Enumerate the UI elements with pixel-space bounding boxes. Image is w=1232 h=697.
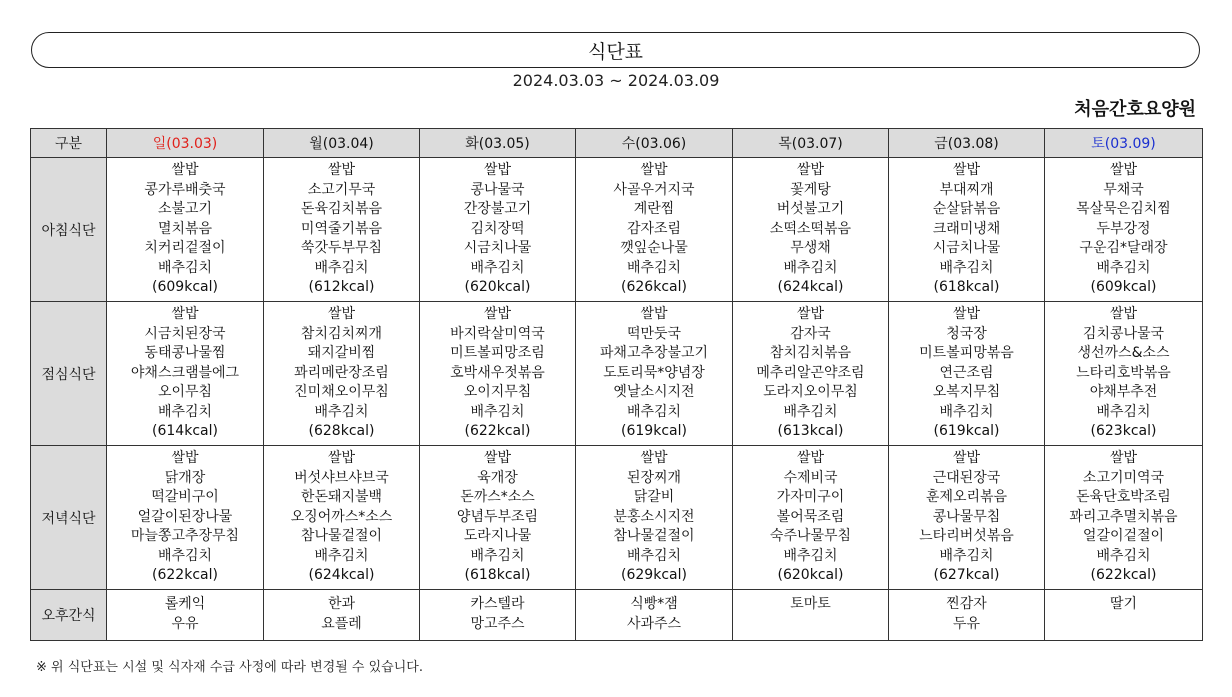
menu-item: 한돈돼지불백: [300, 489, 383, 506]
menu-item: 참치김치볶음: [769, 345, 852, 362]
menu-item: 배추김치: [626, 403, 682, 420]
menu-item: 망고주스: [470, 615, 525, 632]
menu-item: 얼갈이된장나물: [137, 508, 233, 525]
menu-item: 미역줄기볶음: [300, 220, 383, 237]
menu-item: (618kcal): [933, 279, 1000, 296]
menu-item: 콩나물무침: [932, 508, 1001, 525]
menu-item: 한과: [327, 596, 356, 612]
menu-item: 배추김치: [1096, 403, 1151, 420]
menu-item: (618kcal): [464, 567, 531, 584]
menu-cell: [264, 446, 420, 590]
menu-item: 쌀밥: [640, 306, 668, 323]
menu-item: (624kcal): [777, 279, 844, 296]
menu-item: 배추김치: [157, 403, 213, 420]
menu-item: 동태콩나물찜: [144, 345, 226, 362]
meal-label: 저녁식단: [31, 446, 107, 590]
menu-item: 소불고기: [157, 201, 213, 218]
menu-cell: [733, 302, 889, 446]
menu-cell: [107, 446, 264, 590]
menu-item: 육개장: [477, 469, 518, 486]
menu-item: 야채스크램블에그: [130, 364, 240, 381]
menu-item: 배추김치: [314, 403, 369, 420]
menu-item: (620kcal): [464, 279, 531, 296]
menu-item: 배추김치: [626, 259, 682, 276]
menu-item: 마늘쫑고추장무침: [130, 528, 240, 545]
menu-item: 배추김치: [1096, 259, 1151, 276]
menu-item: 오이지무침: [463, 384, 532, 401]
menu-item: 진미채오이무침: [294, 384, 389, 401]
menu-item: (609kcal): [152, 279, 218, 296]
menu-cell: [420, 590, 576, 641]
menu-item: 배추김치: [470, 403, 525, 420]
menu-item: 쌀밥: [796, 450, 825, 467]
menu-item: 쌀밥: [952, 306, 981, 323]
menu-item: 야채부추전: [1089, 384, 1158, 401]
menu-item: 청국장: [946, 325, 987, 342]
menu-item: 쌀밥: [952, 450, 981, 467]
menu-item: 무생채: [790, 240, 831, 257]
menu-item: 오복지무침: [932, 384, 1001, 401]
menu-cell: [889, 590, 1045, 641]
menu-item: 배추김치: [939, 403, 994, 420]
menu-item: 분홍소시지전: [613, 508, 695, 525]
menu-item: 수제비국: [783, 469, 838, 486]
menu-item: 배추김치: [939, 259, 994, 276]
menu-item: 배추김치: [314, 259, 369, 276]
menu-item: 배추김치: [314, 547, 369, 564]
menu-item: 시금치나물: [463, 240, 532, 257]
menu-item: 생선까스&소스: [1077, 345, 1170, 362]
menu-item: 배추김치: [157, 547, 213, 564]
menu-item: 쌀밥: [796, 306, 825, 323]
snack-label: 오후간식: [31, 590, 107, 641]
menu-item: 쌀밥: [327, 162, 356, 179]
menu-cell: [420, 446, 576, 590]
menu-item: (628kcal): [308, 423, 375, 440]
menu-item: 딸기: [1109, 596, 1138, 612]
menu-item: (622kcal): [152, 567, 218, 584]
menu-item: 구운김*달래장: [1079, 240, 1168, 257]
menu-item: 배추김치: [1096, 547, 1151, 564]
menu-item: 참나물겉절이: [300, 528, 383, 545]
meal-row: [31, 158, 1203, 302]
menu-item: 돈까스*소스: [460, 489, 535, 506]
menu-item: 쌀밥: [327, 306, 356, 323]
menu-item: 카스텔라: [470, 596, 525, 612]
menu-item: 감자국: [790, 325, 831, 342]
menu-item: 느타리버섯볶음: [919, 528, 1014, 545]
menu-cell: [889, 158, 1045, 302]
menu-cell: [733, 590, 889, 641]
menu-item: 얼갈이겉절이: [1082, 528, 1165, 545]
menu-cell: [420, 302, 576, 446]
menu-item: 돈육단호박조림: [1076, 489, 1171, 506]
menu-item: 사과주스: [626, 615, 682, 632]
menu-cell: [889, 302, 1045, 446]
menu-item: 크래미냉채: [932, 220, 1001, 237]
menu-item: 요플레: [321, 615, 362, 632]
menu-item: 찐감자: [946, 596, 987, 612]
day-header: 일(03.03): [107, 129, 264, 158]
menu-item: 무채국: [1103, 181, 1144, 198]
menu-item: 쌀밥: [1109, 162, 1138, 179]
menu-cell: [889, 446, 1045, 590]
menu-item: 쌀밥: [171, 162, 199, 179]
menu-item: 도라지나물: [463, 528, 532, 545]
menu-item: 쌀밥: [952, 162, 981, 179]
menu-item: 쌀밥: [483, 162, 512, 179]
menu-item: 쑥갓두부무침: [300, 240, 383, 257]
menu-item: 오징어까스*소스: [290, 508, 393, 525]
menu-item: (620kcal): [777, 567, 844, 584]
menu-item: 꽈리고추멸치볶음: [1069, 508, 1178, 525]
menu-item: 시금치된장국: [144, 325, 226, 342]
menu-item: 소고기미역국: [1082, 469, 1165, 486]
menu-item: 배추김치: [626, 547, 682, 564]
menu-cell: [1045, 302, 1203, 446]
menu-cell: [264, 302, 420, 446]
menu-item: 순살닭볶음: [932, 201, 1001, 218]
menu-item: 미트볼피망조림: [450, 345, 545, 362]
menu-item: 계란찜: [633, 201, 675, 218]
menu-item: 꽈리메란장조림: [294, 364, 389, 381]
day-header: 토(03.09): [1045, 129, 1203, 158]
menu-cell: [107, 302, 264, 446]
menu-item: 참나물겉절이: [613, 528, 695, 545]
meal-row: [31, 446, 1203, 590]
menu-item: 쌀밥: [640, 162, 668, 179]
menu-item: 배추김치: [783, 259, 838, 276]
menu-item: 근대된장국: [932, 469, 1001, 486]
menu-item: 배추김치: [470, 547, 525, 564]
menu-item: 도토리묵*양념장: [603, 364, 705, 381]
menu-item: 김치장떡: [470, 220, 525, 237]
menu-item: 가자미구이: [776, 489, 845, 506]
menu-cell: [107, 158, 264, 302]
menu-item: (624kcal): [308, 567, 375, 584]
menu-item: 소떡소떡볶음: [769, 220, 852, 237]
menu-cell: [1045, 590, 1203, 641]
menu-item: 참치김치찌개: [300, 325, 383, 342]
menu-item: 오이무침: [157, 384, 213, 401]
menu-item: 돼지갈비찜: [307, 345, 376, 362]
menu-item: 떡갈비구이: [151, 489, 219, 506]
menu-item: (619kcal): [621, 423, 687, 440]
menu-item: 배추김치: [783, 403, 838, 420]
menu-item: 쌀밥: [796, 162, 825, 179]
menu-item: 우유: [171, 615, 199, 632]
menu-item: 된장찌개: [626, 469, 682, 486]
menu-cell: [576, 446, 733, 590]
menu-item: 양념두부조림: [456, 508, 539, 525]
menu-item: (614kcal): [152, 423, 218, 440]
menu-item: 사골우거지국: [613, 181, 695, 198]
menu-item: 닭갈비: [633, 489, 675, 506]
menu-item: 쌀밥: [483, 450, 512, 467]
menu-item: 간장불고기: [463, 201, 532, 218]
menu-item: (609kcal): [1090, 279, 1157, 296]
menu-cell: [1045, 158, 1203, 302]
day-header: 월(03.04): [264, 129, 420, 158]
menu-cell: [420, 158, 576, 302]
menu-cell: [107, 590, 264, 641]
menu-item: 쌀밥: [640, 450, 668, 467]
menu-item: 콩나물국: [470, 181, 525, 198]
menu-item: 치커리겉절이: [144, 240, 226, 257]
menu-item: (612kcal): [308, 279, 375, 296]
menu-item: 도라지오이무침: [763, 384, 858, 401]
menu-item: 김치콩나물국: [1082, 325, 1165, 342]
menu-item: 쌀밥: [171, 306, 199, 323]
meal-label: 점심식단: [31, 302, 107, 446]
menu-cell: [733, 158, 889, 302]
menu-item: 식빵*잼: [630, 596, 678, 612]
menu-cell: [733, 446, 889, 590]
date-range: 2024.03.03 ~ 2024.03.09: [512, 71, 720, 90]
menu-item: 바지락살미역국: [450, 325, 545, 342]
day-header: 수(03.06): [576, 129, 733, 158]
snack-row: [31, 590, 1203, 641]
menu-cell: [576, 302, 733, 446]
menu-cell: [1045, 446, 1203, 590]
menu-item: 쌀밥: [171, 450, 199, 467]
menu-item: 목살묵은김치찜: [1076, 201, 1171, 218]
menu-item: 버섯불고기: [776, 201, 845, 218]
day-header: 목(03.07): [733, 129, 889, 158]
meal-row: [31, 302, 1203, 446]
menu-item: 볼어묵조림: [776, 508, 845, 525]
menu-item: 두유: [952, 615, 981, 632]
menu-item: 배추김치: [157, 259, 213, 276]
menu-item: 토마토: [790, 596, 831, 612]
menu-item: 미트볼피망볶음: [919, 345, 1014, 362]
menu-item: 쌀밥: [327, 450, 356, 467]
menu-item: (623kcal): [1090, 423, 1157, 440]
menu-item: (613kcal): [777, 423, 844, 440]
day-header: 화(03.05): [420, 129, 576, 158]
menu-item: 시금치나물: [932, 240, 1001, 257]
menu-item: 호박새우젓볶음: [450, 364, 545, 381]
menu-item: 두부강정: [1096, 220, 1151, 237]
menu-item: 쌀밥: [1109, 306, 1138, 323]
menu-item: 롤케익: [164, 596, 206, 612]
title-box: [31, 32, 1200, 68]
menu-item: 파채고추장불고기: [599, 345, 709, 362]
day-header: 금(03.08): [889, 129, 1045, 158]
meal-label: 아침식단: [31, 158, 107, 302]
menu-item: 옛날소시지전: [613, 384, 695, 401]
menu-item: 소고기무국: [307, 181, 376, 198]
menu-item: (619kcal): [933, 423, 1000, 440]
menu-item: 메추리알곤약조림: [756, 364, 865, 381]
menu-cell: [264, 590, 420, 641]
menu-cell: [264, 158, 420, 302]
menu-item: 배추김치: [470, 259, 525, 276]
menu-item: (622kcal): [464, 423, 531, 440]
menu-item: 숙주나물무침: [769, 528, 852, 545]
institution-name: 처음간호요양원: [1074, 99, 1196, 120]
menu-item: 배추김치: [783, 547, 838, 564]
menu-item: 훈제오리볶음: [925, 489, 1008, 506]
menu-item: (622kcal): [1090, 567, 1157, 584]
menu-item: 꽃게탕: [790, 181, 831, 198]
page-title: 식단표: [587, 40, 644, 63]
menu-item: 콩가루배춧국: [144, 181, 226, 198]
menu-item: 멸치볶음: [157, 220, 213, 237]
menu-item: 느타리호박볶음: [1076, 364, 1171, 381]
menu-item: (626kcal): [621, 279, 687, 296]
footnote: ※ 위 식단표는 시설 및 식자재 수급 사정에 따라 변경될 수 있습니다.: [36, 660, 423, 675]
menu-cell: [576, 590, 733, 641]
menu-item: 쌀밥: [483, 306, 512, 323]
menu-item: 연근조림: [939, 364, 994, 381]
menu-item: (629kcal): [621, 567, 687, 584]
menu-item: 감자조림: [626, 220, 682, 237]
menu-item: 돈육김치볶음: [300, 201, 383, 218]
menu-cell: [576, 158, 733, 302]
header-row: [31, 129, 1203, 158]
menu-item: 배추김치: [939, 547, 994, 564]
corner-label: 구분: [31, 129, 107, 158]
menu-item: 쌀밥: [1109, 450, 1138, 467]
menu-item: 깻잎순나물: [620, 240, 688, 257]
menu-item: 부대찌개: [939, 181, 994, 198]
menu-item: (627kcal): [933, 567, 1000, 584]
menu-item: 떡만둣국: [626, 325, 682, 342]
meal-plan-table: [30, 128, 1203, 641]
menu-item: 버섯샤브샤브국: [294, 469, 389, 486]
menu-item: 닭개장: [164, 469, 206, 486]
